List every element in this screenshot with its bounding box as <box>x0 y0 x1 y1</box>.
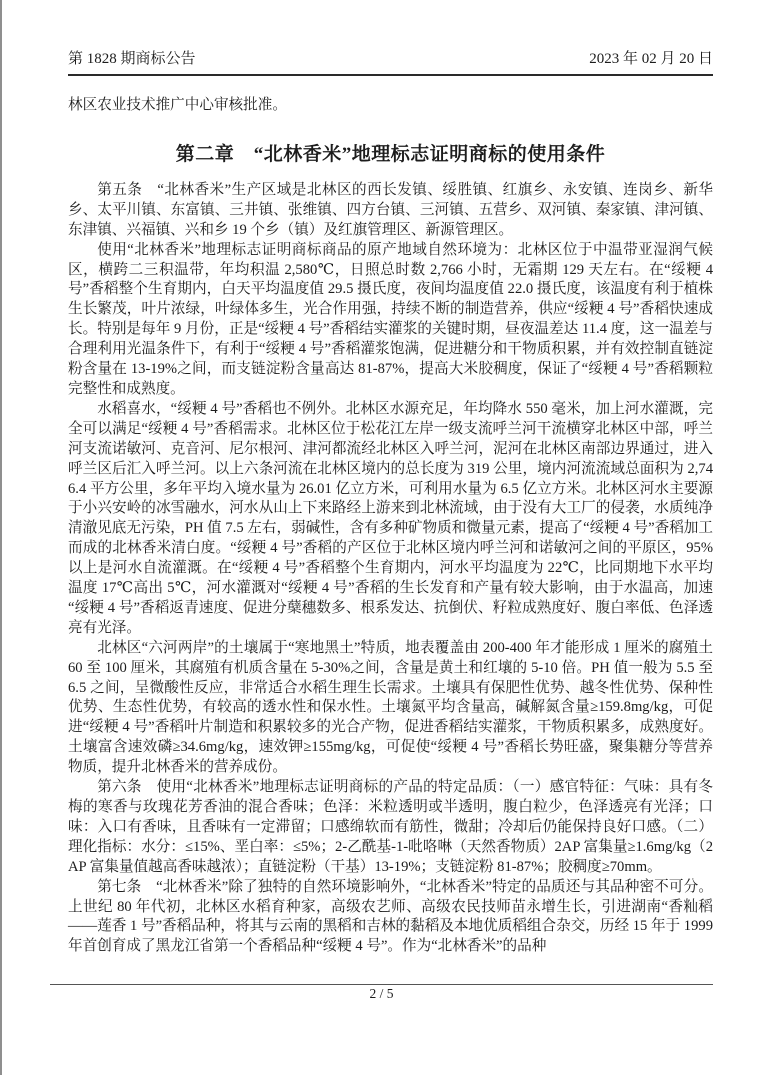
document-header <box>68 0 713 76</box>
paragraph-water-resources: 水稻喜水，“绥粳 4 号”香稻也不例外。北林区水源充足，年均降水 550 毫米，加上河水灌溉，完全可以满足“绥粳 4 号”香稻需求。北林区位于松花江左岸一级支流呼兰河干流横穿北林区中部，呼兰河支流诺敏河、克音河、尼尔根河、津河都流经北林区入呼兰河，泥河在北林区南部边界通过，进入呼兰区后汇入呼兰河。以上六条河流在北林区境内的总长度为 319 公里，境内河流流域总面积为 2,746.4 平方公里，多年平均入境水量为 26.01 亿立方米，可利用水量为 6.5 亿立方米。北林区河水主要源于小兴安岭的冰雪融水，河水从山上下来路经上游来到北林流域，由于没有大工厂的侵袭，水质纯净清澈见底无污染，PH 值 7.5 左右，弱碱性，含有多种矿物质和微量元素，提高了“绥粳 4 号”香稻加工而成的北林香米清白度。“绥粳 4 号”香稻的产区位于北林区境内呼兰河和诺敏河之间的平原区，95%以上是河水自流灌溉。在“绥粳 4 号”香稻整个生育期内，河水平均温度为 22℃，比同期地下水平均温度 17℃高出 5℃，河水灌溉对“绥粳 4 号”香稻的生长发育和产量有较大影响，由于水温高，加速“绥粳 4 号”香稻返青速度、促进分蘖穗数多、根系发达、抗倒伏、籽粒成熟度好、腹白率低、色泽透亮有光泽。 <box>68 400 713 636</box>
page-number: 2 / 5 <box>369 986 394 1001</box>
page-left-edge-strip <box>0 0 2 1075</box>
paragraph-article-5: 第五条 “北林香米”生产区域是北林区的西长发镇、绥胜镇、红旗乡、永安镇、连岗乡、新华乡、太平川镇、东富镇、三井镇、张维镇、四方台镇、三河镇、五营乡、双河镇、秦家镇、津河镇、东津镇、兴福镇、兴和乡 19 个乡（镇）及红旗管理区、新源管理区。 <box>68 181 713 238</box>
paragraph-soil: 北林区“六河两岸”的土壤属于“寒地黑土”特质，地表覆盖由 200-400 年才能形成 1 厘米的腐殖土 60 至 100 厘米，其腐殖有机质含量在 5-30%之间，含量是黄土和红壤的 5-10 倍。PH 值一般为 5.5 至 6.5 之间，呈微酸性反应，非常适合水稻生理生长需求。土壤具有保肥性优势、越冬性优势、保种性优势、生态性优势，有较高的透水性和保水性。土壤氮平均含量高，碱解氮含量≥159.8mg/kg，可促进“绥粳 4 号”香稻叶片制造和积累较多的光合产物，促进香稻结实灌浆，干物质积累多，成熟度好。土壤富含速效磷≥34.6mg/kg，速效钾≥155mg/kg，可促使“绥粳 4 号”香稻长势旺盛，聚集糖分等营养物质，提升北林香米的营养成份。 <box>68 639 713 776</box>
document-footer <box>50 984 713 1003</box>
paragraph-article-6: 第六条 使用“北林香米”地理标志证明商标的产品的特定品质：（一）感官特征：气味：具有冬梅的寒香与玫瑰花芳香油的混合香味；色泽：米粒透明或半透明，腹白粒少，色泽透亮有光泽；口味：入口有香味，且香味有一定滞留；口感绵软而有筋性，微甜；冷却后仍能保持良好口感。（二）理化指标：水分：≤15%、垩白率：≤5%；2-乙酰基-1-吡咯啉（天然香物质）2AP 富集量≥1.6mg/kg（2AP 富集量值越高香味越浓）；直链淀粉（干基）13-19%；支链淀粉 81-87%；胶稠度≥70mm。 <box>68 779 713 875</box>
document-body <box>68 96 713 957</box>
paragraph-article-7: 第七条 “北林香米”除了独特的自然环境影响外，“北林香米”特定的品质还与其品种密不可分。上世纪 80 年代初，北林区水稻育种家，高级农艺师、高级农民技师苗永增生长，引进湖南“香籼稻——莲香 1 号”香稻品种，将其与云南的黑稻和吉林的黏稻及本地优质稻组合杂交，历经 15 年于 1999 年首创育成了黑龙江省第一个香稻品种“绥粳 4 号”。作为“北林香米”的品种 <box>68 878 713 955</box>
chapter-title: 第二章 “北林香米”地理标志证明商标的使用条件 <box>175 143 606 165</box>
paragraph-natural-environment: 使用“北林香米”地理标志证明商标商品的原产地域自然环境为：北林区位于中温带亚湿润气候区，横跨二三积温带，年均积温 2,580℃，日照总时数 2,766 小时，无霜期 129 天左右。在“绥粳 4 号”香稻整个生育期内，白天平均温度值 29.5 摄氏度，夜间均温度值 22.0 摄氏度，该温度有利于植株生长繁茂，叶片浓绿，叶绿体多生，光合作用强，持续不断的制造营养，供应“绥粳 4 号”香稻快速成长。特别是每年 9 月份，正是“绥粳 4 号”香稻结实灌浆的关键时期，昼夜温差达 11.4 度，这一温差与合理利用光温条件下，有利于“绥粳 4 号”香稻灌浆饱满，促进糖分和干物质积累，并有效控制直链淀粉含量在 13-19%之间，而支链淀粉含量高达 81-87%，提高大米胶稠度，保证了“绥粳 4 号”香稻颗粒完整性和成熟度。 <box>68 241 713 397</box>
document-page <box>68 0 713 957</box>
carryover-line: 林区农业技术推广中心审核批准。 <box>68 97 287 113</box>
gazette-date: 2023 年 02 月 20 日 <box>589 51 713 67</box>
gazette-issue-title: 第 1828 期商标公告 <box>68 51 196 67</box>
